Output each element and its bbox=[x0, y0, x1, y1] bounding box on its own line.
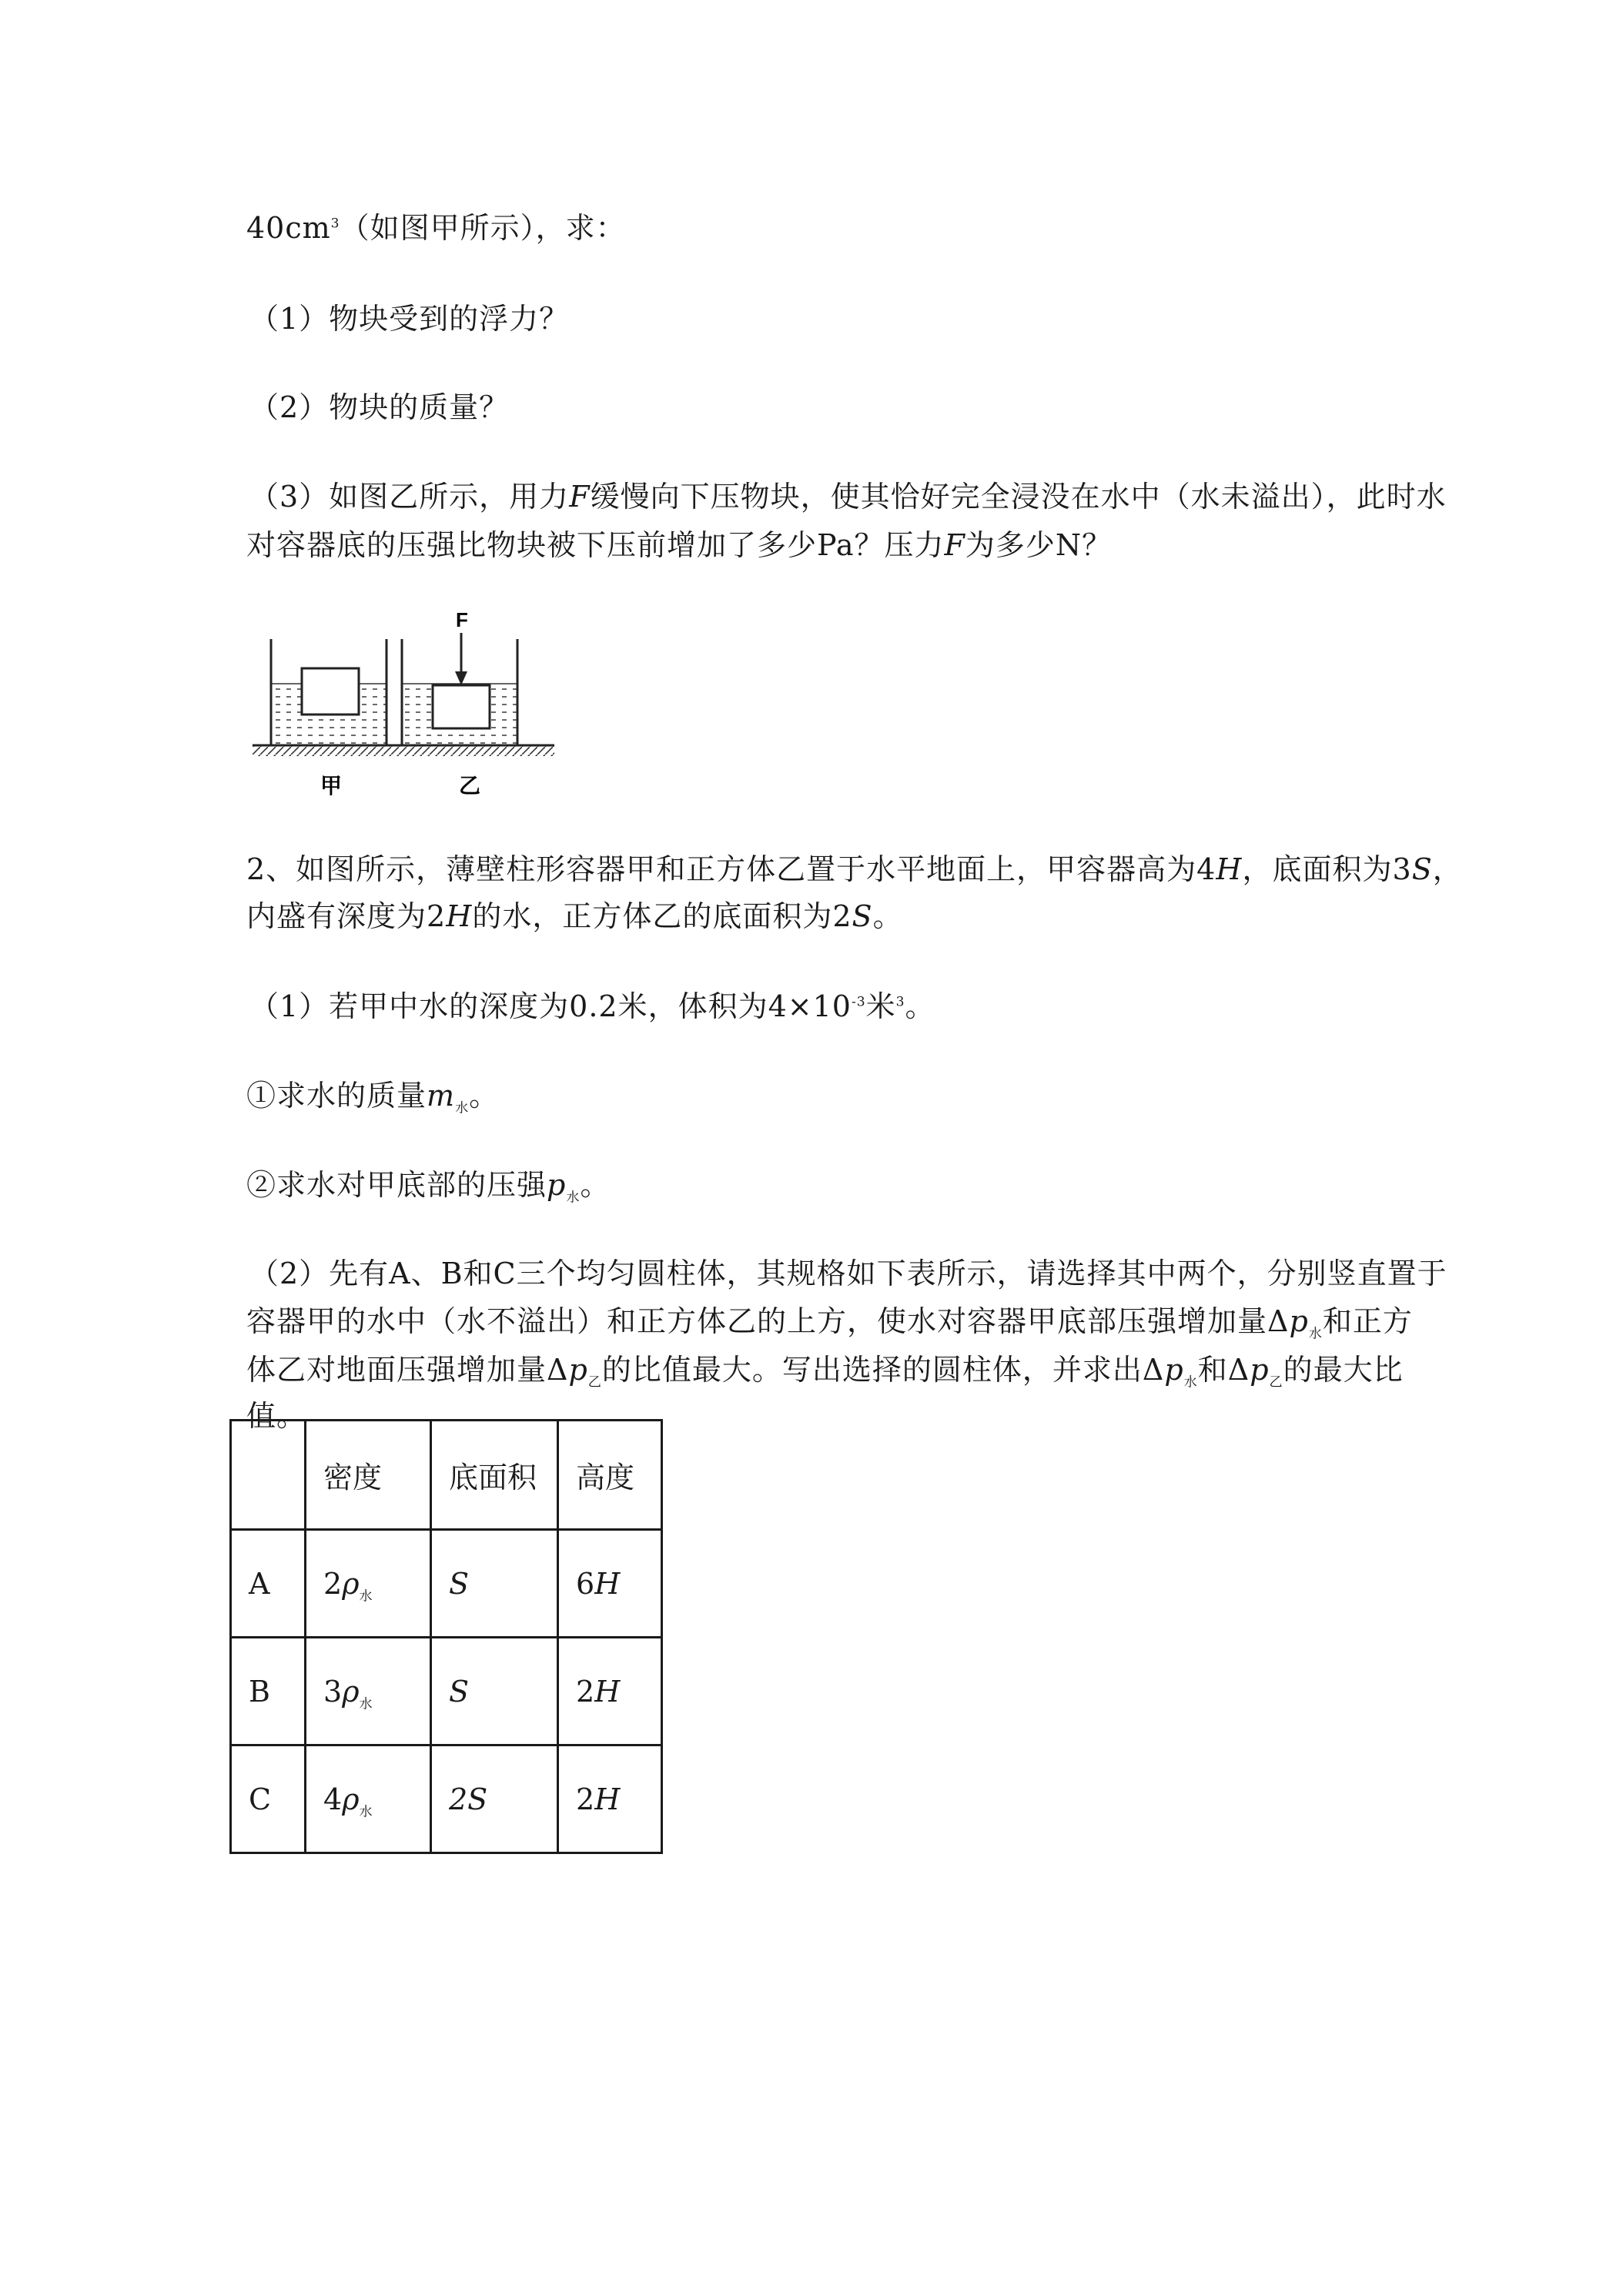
row-area: S bbox=[431, 1638, 558, 1745]
problem2-line2: 内盛有深度为2H的水，正方体乙的底面积为2S。 bbox=[246, 899, 903, 933]
row-density: $4\rho_水$ bbox=[306, 1745, 431, 1853]
problem2-sub2-line3: 体乙对地面压强增加量$\Delta p_乙$的比值最大。写出选择的圆柱体，并求出$\Delta p_水$和$\Delta p_乙$的最大比 bbox=[246, 1353, 1404, 1391]
force-label: F bbox=[456, 608, 468, 631]
label-jia: 甲 bbox=[320, 773, 343, 798]
problem2-line1: 2、如图所示，薄壁柱形容器甲和正方体乙置于水平地面上，甲容器高为4H，底面积为3S， bbox=[246, 852, 1463, 886]
row-density: $3\rho_水$ bbox=[306, 1638, 431, 1745]
problem1-question3-line2: 对容器底的压强比物块被下压前增加了多少Pa？压力F为多少N？ bbox=[246, 528, 1113, 562]
problem2-sub1: （1）若甲中水的深度为0.2米，体积为$4\times 10^{-3}$米$^3$。 bbox=[249, 989, 935, 1023]
row-name: C bbox=[231, 1745, 306, 1853]
table-header-density: 密度 bbox=[306, 1421, 431, 1530]
problem2-sub1-item2: ②求水对甲底部的压强$p_水$。 bbox=[246, 1168, 611, 1206]
row-area: S bbox=[431, 1530, 558, 1638]
row-area: 2S bbox=[431, 1745, 558, 1853]
container-jia bbox=[271, 639, 387, 745]
table-header-row bbox=[231, 1421, 662, 1530]
problem1-question1: （1）物块受到的浮力？ bbox=[249, 302, 570, 336]
table-row bbox=[231, 1530, 662, 1638]
container-yi bbox=[402, 608, 517, 745]
table-row bbox=[231, 1638, 662, 1745]
row-name: A bbox=[231, 1530, 306, 1638]
label-yi: 乙 bbox=[459, 773, 481, 798]
problem1-intro: $40cm^3$（如图甲所示），求： bbox=[246, 211, 626, 245]
problem2-sub2-line4: 值。 bbox=[246, 1399, 307, 1433]
container-figure bbox=[253, 601, 561, 801]
problem2-sub1-item1: ①求水的质量$m_水$。 bbox=[246, 1079, 500, 1116]
problem1-question2: （2）物块的质量？ bbox=[249, 390, 510, 424]
ground-hatch bbox=[253, 745, 554, 756]
table-header-height: 高度 bbox=[558, 1421, 662, 1530]
row-density: $2\rho_水$ bbox=[306, 1530, 431, 1638]
row-height: 6H bbox=[558, 1530, 662, 1638]
problem2-sub2-line2: 容器甲的水中（水不溢出）和正方体乙的上方，使水对容器甲底部压强增加量$\Delta p_水$和正方 bbox=[246, 1304, 1413, 1342]
problem1-question3-line1: （3）如图乙所示，用力F缓慢向下压物块，使其恰好完全浸没在水中（水未溢出），此时水 bbox=[249, 480, 1447, 514]
row-height: 2H bbox=[558, 1745, 662, 1853]
row-name: B bbox=[231, 1638, 306, 1745]
cylinder-spec-table bbox=[229, 1419, 663, 1854]
table-header-empty bbox=[231, 1421, 306, 1530]
problem2-sub2-line1: （2）先有A、B和C三个均匀圆柱体，其规格如下表所示，请选择其中两个，分别竖直置于 bbox=[249, 1257, 1447, 1290]
block-yi bbox=[433, 685, 490, 728]
block-jia bbox=[302, 668, 359, 715]
row-height: 2H bbox=[558, 1638, 662, 1745]
table-row bbox=[231, 1745, 662, 1853]
table-header-area: 底面积 bbox=[431, 1421, 558, 1530]
